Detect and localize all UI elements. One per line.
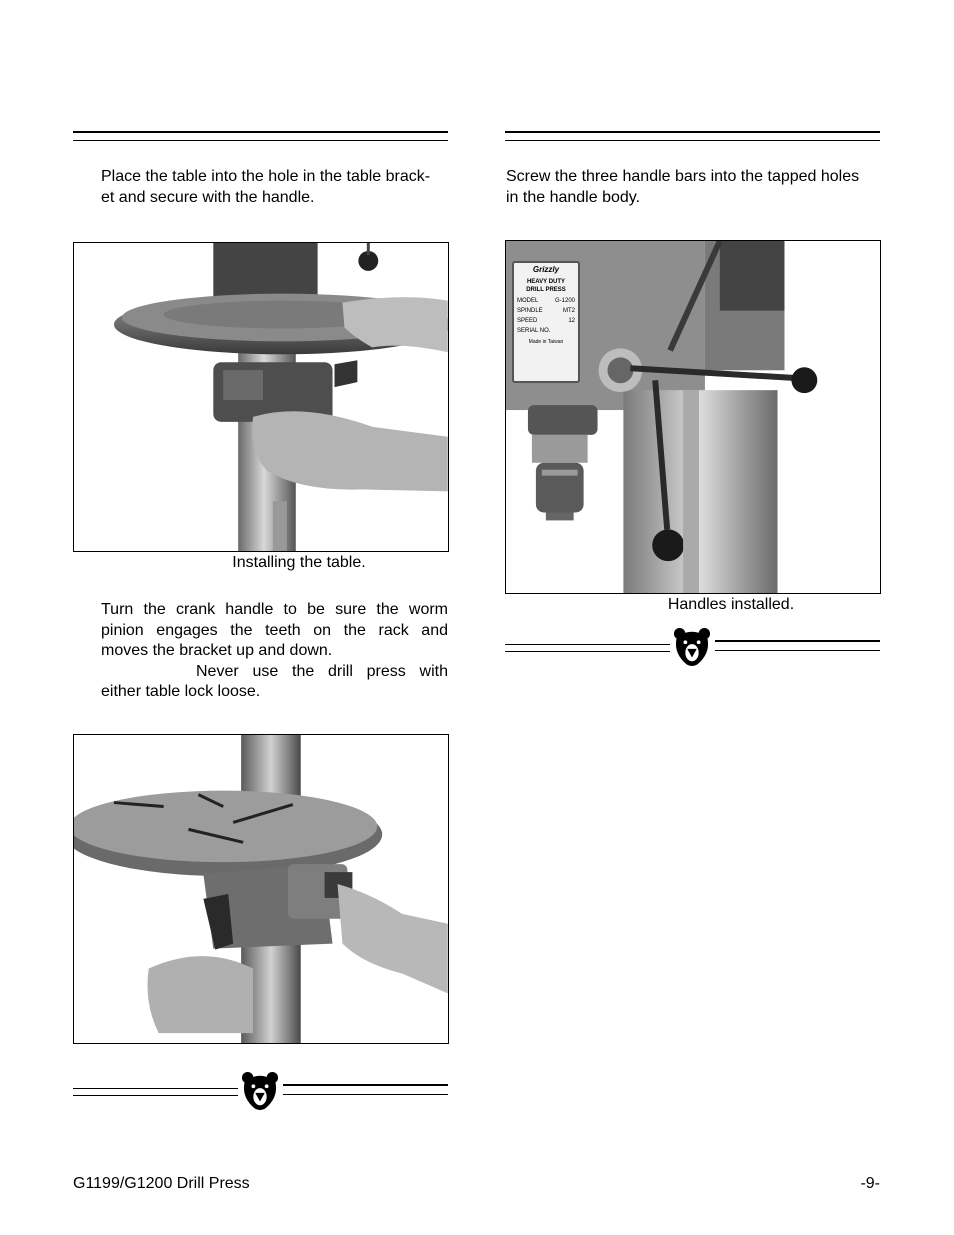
step1-line2: et and secure with the handle. [101, 188, 315, 206]
right-step-line1: Screw the three handle bars into the tapped holes [506, 168, 860, 185]
left-section-rule-thin [73, 140, 448, 141]
divider-line [73, 1088, 238, 1089]
figure-installing-table [73, 242, 449, 552]
step2-line1: Turn the crank handle to be sure the worm [101, 601, 448, 618]
divider-line [283, 1084, 448, 1086]
nameplate-row: SPEED 12 [517, 318, 575, 324]
left-section-rule [73, 131, 448, 133]
divider-line [505, 644, 670, 645]
crank-handle-photo [74, 735, 448, 1043]
right-step-line2: in the handle body. [506, 188, 641, 206]
bear-head-icon [673, 626, 711, 668]
footer-title: G1199/G1200 Drill Press [73, 1175, 250, 1192]
figure-crank-handle [73, 734, 449, 1044]
nameplate-line2: DRILL PRESS [526, 287, 566, 293]
nameplate-line1: HEAVY DUTY [526, 279, 566, 285]
divider-line [715, 650, 880, 651]
step2-line3: moves the bracket up and down. [101, 642, 333, 659]
figure1-caption: Installing the table. [232, 554, 366, 571]
right-section-rule [505, 131, 880, 133]
left-section-end-divider [73, 1068, 448, 1112]
step2-line4 [101, 662, 448, 683]
nameplate [512, 261, 580, 383]
table-install-photo [74, 243, 448, 551]
nameplate-row: SPINDLE MT2 [517, 308, 575, 314]
step1-line1: Place the table into the hole in the table brack- [101, 168, 431, 185]
nameplate-origin: Made in Taiwan [528, 339, 564, 345]
page-number: -9- [860, 1175, 880, 1192]
divider-line [715, 640, 880, 642]
step2-paragraph-end [101, 682, 448, 703]
step2-paragraph [101, 600, 448, 682]
step2-line5: either table lock loose. [101, 683, 261, 700]
divider-line [505, 651, 670, 652]
step1-paragraph [101, 167, 448, 208]
right-step-paragraph [506, 167, 881, 208]
step2-line2: pinion engages the teeth on the rack and [101, 621, 448, 639]
divider-line [283, 1094, 448, 1095]
nameplate-brand: Grizzly [532, 265, 560, 274]
right-section-rule-thin [505, 140, 880, 141]
figure-handles-installed [505, 240, 881, 594]
bear-head-icon [241, 1070, 279, 1112]
right-section-end-divider [505, 624, 880, 668]
step2-warning-text: Never use the drill press with [196, 662, 448, 680]
figure-right-caption: Handles installed. [667, 596, 795, 613]
nameplate-row: SERIAL NO. [517, 328, 551, 334]
nameplate-row: MODEL G-1200 [517, 298, 575, 304]
divider-line [73, 1095, 238, 1096]
